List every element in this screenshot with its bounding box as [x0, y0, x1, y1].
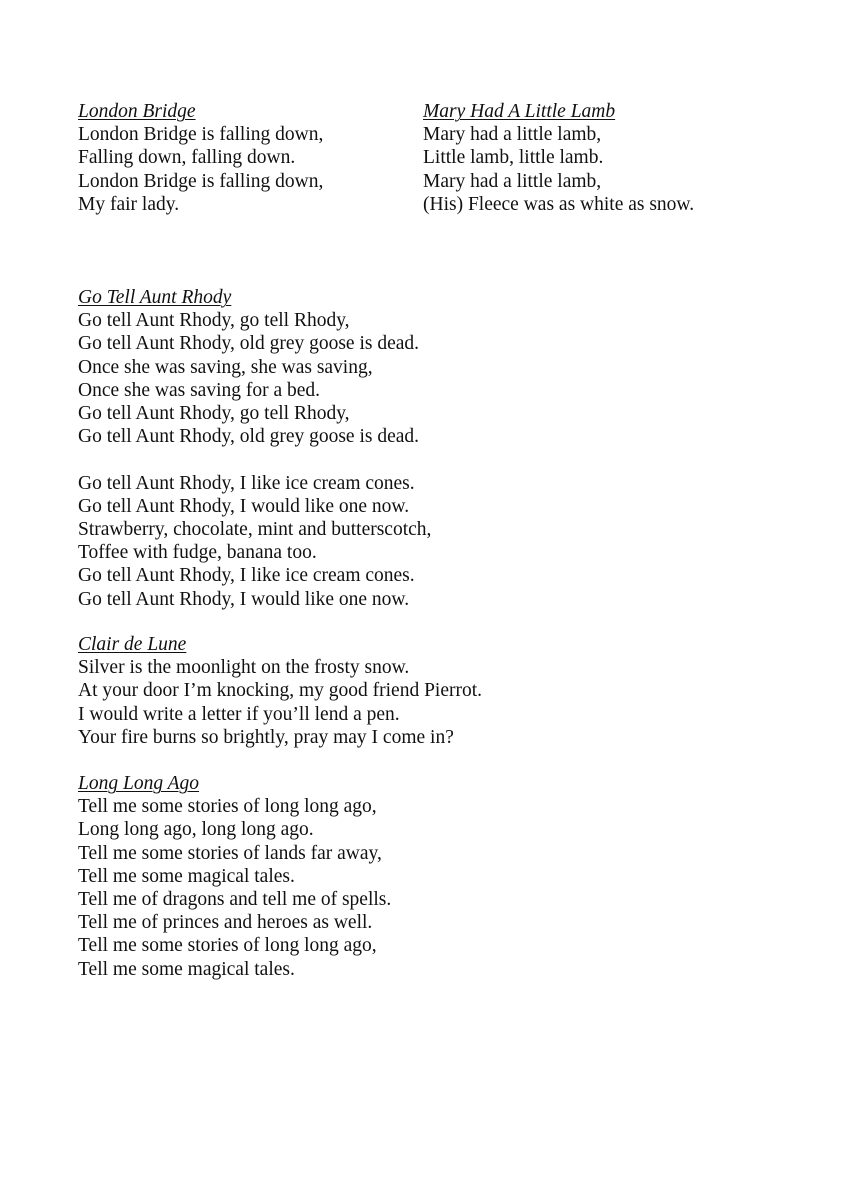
song-lines — [423, 123, 694, 216]
lyric-line: Go tell Aunt Rhody, old grey goose is dead. — [78, 333, 420, 355]
song-lines — [78, 656, 482, 749]
lyric-line: Tell me some stories of long long ago, — [78, 935, 377, 957]
lyric-line: Go tell Aunt Rhody, I like ice cream cones. — [78, 565, 415, 587]
lyric-line: London Bridge is falling down, — [78, 124, 324, 146]
lyric-line: Go tell Aunt Rhody, old grey goose is dead. — [78, 426, 420, 448]
lyric-line: Tell me some stories of lands far away, — [78, 842, 382, 864]
lyric-line: Falling down, falling down. — [78, 147, 296, 169]
lyric-line: Little lamb, little lamb. — [423, 147, 604, 169]
song-title: London Bridge — [78, 101, 196, 122]
song-lines — [78, 795, 391, 981]
song-london-bridge — [78, 100, 323, 216]
lyric-line: Mary had a little lamb, — [423, 124, 602, 146]
song-go-tell-aunt-rhody — [78, 286, 431, 611]
lyric-line: Once she was saving for a bed. — [78, 379, 321, 401]
song-clair-de-lune — [78, 633, 482, 749]
stanza-1 — [78, 309, 431, 448]
lyric-line: London Bridge is falling down, — [78, 170, 324, 192]
stanza-2 — [78, 472, 431, 611]
lyric-line: (His) Fleece was as white as snow. — [423, 193, 695, 215]
lyric-line: Go tell Aunt Rhody, I would like one now. — [78, 495, 410, 517]
lyric-line: Once she was saving, she was saving, — [78, 356, 373, 378]
lyric-line: Go tell Aunt Rhody, go tell Rhody, — [78, 310, 350, 332]
lyric-line: At your door I’m knocking, my good friend Pierrot. — [78, 680, 483, 702]
lyric-line: Toffee with fudge, banana too. — [78, 542, 317, 564]
lyric-line: Silver is the moonlight on the frosty snow. — [78, 657, 410, 679]
lyric-line: Tell me some magical tales. — [78, 865, 295, 887]
song-title: Clair de Lune — [78, 634, 187, 655]
lyric-line: Tell me of dragons and tell me of spells. — [78, 889, 392, 911]
lyric-line: Mary had a little lamb, — [423, 170, 602, 192]
lyric-line: Strawberry, chocolate, mint and butterscotch, — [78, 519, 432, 541]
lyric-line: I would write a letter if you’ll lend a pen. — [78, 703, 400, 725]
lyric-line: My fair lady. — [78, 193, 180, 215]
song-title: Mary Had A Little Lamb — [423, 101, 616, 122]
song-title: Go Tell Aunt Rhody — [78, 287, 232, 308]
lyric-line: Go tell Aunt Rhody, I would like one now. — [78, 588, 410, 610]
song-title: Long Long Ago — [78, 773, 199, 794]
song-lines — [78, 123, 323, 216]
lyric-line: Tell me some magical tales. — [78, 958, 295, 980]
lyric-line: Your fire burns so brightly, pray may I come in? — [78, 726, 454, 748]
lyric-line: Go tell Aunt Rhody, go tell Rhody, — [78, 403, 350, 425]
lyric-line: Go tell Aunt Rhody, I like ice cream cones. — [78, 472, 415, 494]
lyric-line: Tell me of princes and heroes as well. — [78, 912, 373, 934]
song-long-long-ago — [78, 772, 391, 981]
lyric-line: Long long ago, long long ago. — [78, 819, 314, 841]
lyric-line: Tell me some stories of long long ago, — [78, 796, 377, 818]
song-mary-had-a-little-lamb — [423, 100, 694, 216]
